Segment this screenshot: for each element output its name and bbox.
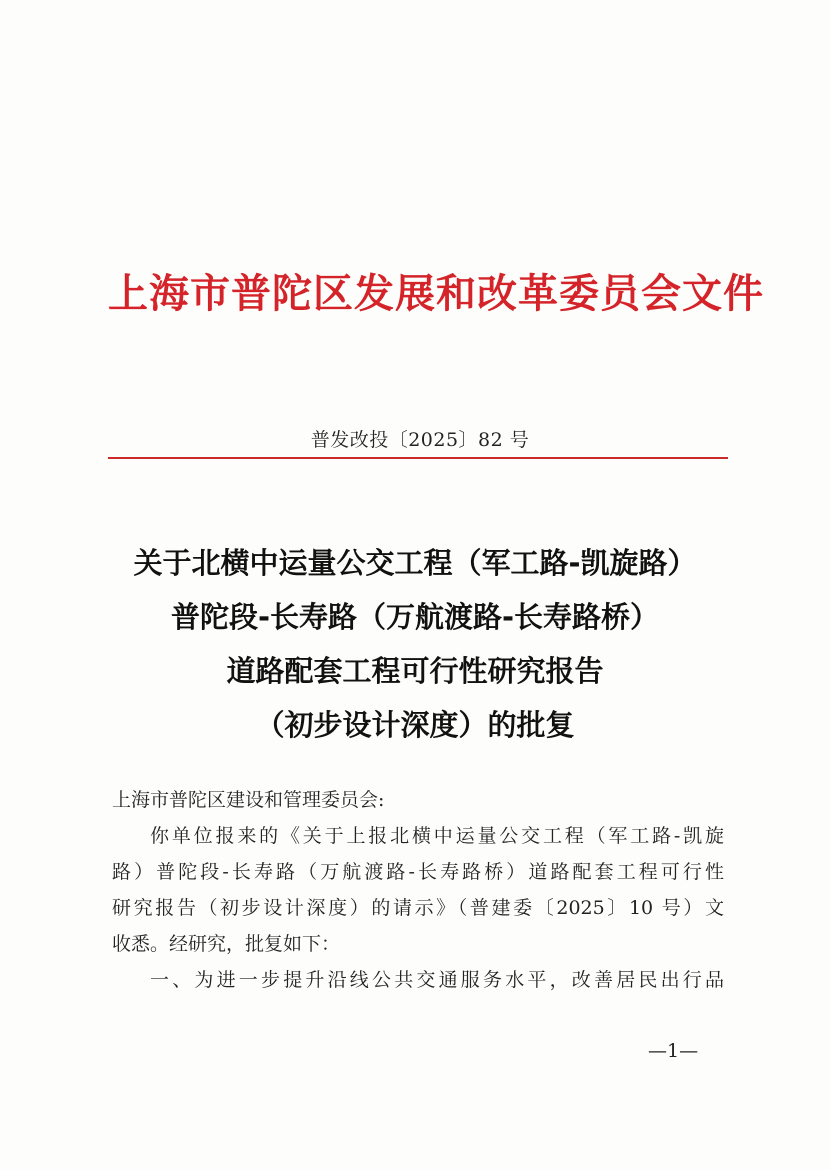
body-line: 收悉。经研究，批复如下： <box>112 933 341 955</box>
body-line: 一、为进一步提升沿线公共交通服务水平，改善居民出行品 <box>150 969 724 991</box>
body-text <box>112 818 724 998</box>
document-title <box>100 536 730 752</box>
title-line: 关于北横中运量公交工程（军工路-凯旋路） <box>133 546 697 580</box>
document-number: 普发改投〔2025〕82 号 <box>310 429 530 451</box>
body-line: 路）普陀段-长寿路（万航渡路-长寿路桥）道路配套工程可行性 <box>112 861 724 883</box>
title-line: （初步设计深度）的批复 <box>255 708 575 742</box>
salutation: 上海市普陀区建设和管理委员会: <box>112 789 385 811</box>
body-line: 研究报告（初步设计深度）的请示》（普建委〔2025〕10 号）文 <box>112 897 724 919</box>
page-number: —1— <box>648 1040 699 1062</box>
body-line: 你单位报来的《关于上报北横中运量公交工程（军工路-凯旋 <box>150 825 724 847</box>
title-line: 道路配套工程可行性研究报告 <box>226 654 604 688</box>
title-line: 普陀段-长寿路（万航渡路-长寿路桥） <box>170 600 660 634</box>
issuer-masthead: 上海市普陀区发展和改革委员会文件 <box>108 270 764 317</box>
red-separator-rule <box>108 457 728 459</box>
